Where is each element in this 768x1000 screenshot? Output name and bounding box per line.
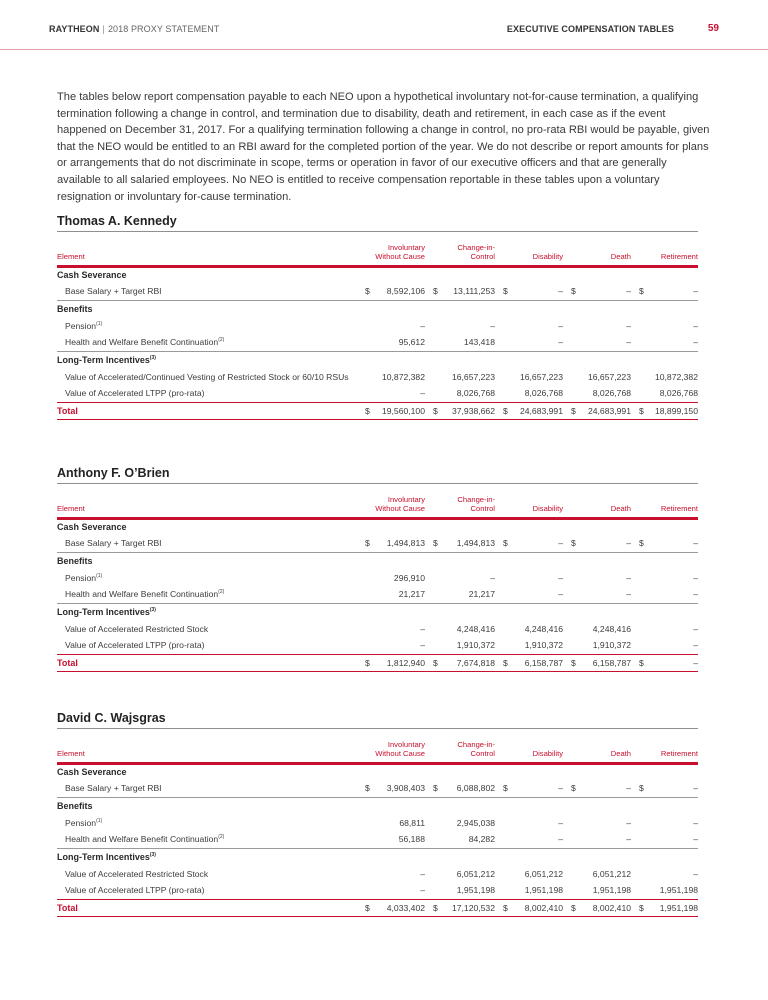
- currency-symbol: $: [503, 286, 508, 297]
- amount: 6,051,212: [456, 868, 495, 879]
- col-disability: Disability: [532, 504, 563, 513]
- value-cell: [425, 283, 495, 300]
- amount: 6,158,787: [592, 657, 631, 668]
- amount: 8,026,768: [456, 388, 495, 399]
- value-cell: [357, 586, 425, 603]
- amount: –: [626, 783, 631, 794]
- value-cell: [425, 865, 495, 882]
- col-involuntary: Involuntary Without Cause: [375, 494, 425, 513]
- currency-symbol: $: [365, 657, 370, 668]
- table-header-row: [57, 729, 698, 763]
- value-cell: [357, 654, 425, 671]
- value-cell: [631, 535, 698, 552]
- currency-symbol: $: [365, 286, 370, 297]
- value-cell: [563, 865, 631, 882]
- table-row-restricted-stock: Value of Accelerated/Continued Vesting of Restricted Stock or 60/10 RSUs 10,872,382 16,657,223 16,657,223 16,657,223 10,872,382: [57, 368, 698, 385]
- amount: 10,872,382: [654, 371, 698, 382]
- value-cell: [357, 283, 425, 300]
- value-cell: [631, 882, 698, 899]
- amount: –: [626, 538, 631, 549]
- value-cell: [425, 882, 495, 899]
- value-cell: [563, 882, 631, 899]
- col-change-in-control: Change-in- Control: [457, 242, 495, 261]
- value-cell: [357, 334, 425, 351]
- intro-paragraph: The tables below report compensation payable to each NEO upon a hypothetical involuntary not-for-cause termination, a qualifying termination following a change in control, and termination due to disability, death and retirement, in each case as if the event happened on December 31, 2017. For a qualifying termination following a change in control, no pro-rata RBI would be payable, given that the NEO would be entitled to an RBI award for the completed portion of the year. We do not describe or report amounts for plans or arrangements that do not discriminate in scope, terms or operation in favor of our executive officers and that are generally available to all salaried employees. No NEO is entitled to receive compensation reportable in these tables upon a voluntary resignation or involuntary for-cause termination.: [57, 91, 710, 203]
- value-cell: [357, 899, 425, 916]
- amount: 56,188: [398, 834, 425, 845]
- value-cell: [563, 317, 631, 334]
- currency-symbol: $: [365, 405, 370, 416]
- neo-name: Thomas A. Kennedy: [57, 214, 698, 232]
- amount: –: [558, 817, 563, 828]
- category-row-lti: Long-Term Incentives$^{(3)}$: [57, 354, 156, 365]
- value-cell: [425, 368, 495, 385]
- col-death: Death: [610, 504, 631, 513]
- value-cell: [631, 654, 698, 671]
- col-involuntary: Involuntary Without Cause: [375, 739, 425, 758]
- amount: –: [693, 589, 698, 600]
- neo-name: David C. Wajsgras: [57, 711, 698, 729]
- amount: –: [490, 572, 495, 583]
- value-cell: [425, 586, 495, 603]
- amount: 84,282: [468, 834, 495, 845]
- amount: 18,899,150: [654, 405, 698, 416]
- value-cell: [425, 899, 495, 916]
- currency-symbol: $: [639, 286, 644, 297]
- value-cell: [495, 586, 563, 603]
- value-cell: [631, 368, 698, 385]
- currency-symbol: $: [365, 538, 370, 549]
- page-number: 59: [707, 23, 719, 34]
- table-row-total: Total $ 4,033,402 $ 17,120,532 $ 8,002,410 $ 8,002,410 $ 1,951,198: [57, 899, 698, 916]
- amount: –: [558, 589, 563, 600]
- amount: –: [558, 572, 563, 583]
- amount: –: [558, 286, 563, 297]
- amount: 3,908,403: [386, 783, 425, 794]
- category-row-cash-severance: Cash Severance: [57, 270, 127, 281]
- value-cell: [495, 569, 563, 586]
- table-row-health-welfare: Health and Welfare Benefit Continuation$^{(2)}$ 56,188 84,282 – – –: [57, 831, 698, 848]
- value-cell: [631, 865, 698, 882]
- amount: –: [558, 320, 563, 331]
- amount: –: [558, 783, 563, 794]
- col-change-in-control: Change-in- Control: [457, 494, 495, 513]
- neo-section: [57, 711, 698, 917]
- table-row-health-welfare: Health and Welfare Benefit Continuation$^{(2)}$ 95,612 143,418 – – –: [57, 334, 698, 351]
- value-cell: [425, 831, 495, 848]
- value-cell: [495, 814, 563, 831]
- value-cell: [425, 814, 495, 831]
- amount: 1,951,198: [456, 885, 495, 896]
- amount: –: [693, 337, 698, 348]
- value-cell: [495, 317, 563, 334]
- amount: –: [693, 657, 698, 668]
- neo-section: [57, 466, 698, 672]
- table-row-total: Total $ 1,812,940 $ 7,674,818 $ 6,158,787 $ 6,158,787 $ –: [57, 654, 698, 671]
- value-cell: [495, 402, 563, 419]
- table-row-pension: Pension$^{(1)}$ 296,910 – – – –: [57, 569, 698, 586]
- value-cell: [563, 899, 631, 916]
- col-retirement: Retirement: [660, 252, 698, 261]
- amount: 8,592,106: [386, 286, 425, 297]
- value-cell: [357, 637, 425, 654]
- amount: –: [420, 320, 425, 331]
- amount: 1,951,198: [659, 885, 698, 896]
- category-row-benefits: Benefits: [57, 555, 93, 566]
- table-header-row: [57, 484, 698, 518]
- value-cell: [495, 637, 563, 654]
- amount: 1,910,372: [592, 640, 631, 651]
- amount: –: [626, 589, 631, 600]
- amount: 8,026,768: [659, 388, 698, 399]
- value-cell: [631, 586, 698, 603]
- table-row-base-salary: Base Salary + Target RBI $ 3,908,403 $ 6,088,802 $ – $ – $ –: [57, 780, 698, 797]
- value-cell: [495, 283, 563, 300]
- value-cell: [357, 814, 425, 831]
- amount: 1,910,372: [456, 640, 495, 651]
- currency-symbol: $: [503, 657, 508, 668]
- amount: 6,158,787: [524, 657, 563, 668]
- value-cell: [563, 620, 631, 637]
- currency-symbol: $: [433, 783, 438, 794]
- currency-symbol: $: [571, 902, 576, 913]
- amount: 6,051,212: [524, 868, 563, 879]
- amount: –: [693, 640, 698, 651]
- amount: 24,683,991: [587, 405, 631, 416]
- currency-symbol: $: [503, 902, 508, 913]
- page-header: [0, 0, 768, 50]
- amount: –: [420, 623, 425, 634]
- amount: –: [693, 834, 698, 845]
- value-cell: [357, 882, 425, 899]
- col-change-in-control: Change-in- Control: [457, 739, 495, 758]
- amount: 4,248,416: [456, 623, 495, 634]
- header-separator: |: [102, 24, 105, 34]
- value-cell: [357, 368, 425, 385]
- amount: –: [558, 337, 563, 348]
- col-retirement: Retirement: [660, 504, 698, 513]
- amount: 68,811: [399, 817, 425, 828]
- value-cell: [563, 780, 631, 797]
- currency-symbol: $: [433, 405, 438, 416]
- value-cell: [563, 586, 631, 603]
- value-cell: [495, 385, 563, 402]
- currency-symbol: $: [639, 902, 644, 913]
- header-left: [49, 24, 219, 34]
- value-cell: [357, 569, 425, 586]
- amount: 24,683,991: [519, 405, 563, 416]
- value-cell: [357, 831, 425, 848]
- amount: –: [420, 388, 425, 399]
- value-cell: [495, 368, 563, 385]
- amount: 6,088,802: [456, 783, 495, 794]
- value-cell: [495, 831, 563, 848]
- value-cell: [631, 620, 698, 637]
- amount: 8,002,410: [524, 902, 563, 913]
- col-disability: Disability: [532, 749, 563, 758]
- table-header-row: [57, 232, 698, 266]
- termination-table: [57, 729, 698, 917]
- amount: 8,026,768: [592, 388, 631, 399]
- amount: 37,938,662: [451, 405, 495, 416]
- document-title: 2018 PROXY STATEMENT: [107, 24, 220, 34]
- amount: 6,051,212: [592, 868, 631, 879]
- value-cell: [631, 569, 698, 586]
- currency-symbol: $: [639, 783, 644, 794]
- amount: –: [626, 834, 631, 845]
- amount: 19,560,100: [381, 405, 425, 416]
- amount: 1,494,813: [386, 538, 425, 549]
- amount: –: [420, 868, 425, 879]
- amount: –: [626, 337, 631, 348]
- currency-symbol: $: [433, 902, 438, 913]
- value-cell: [357, 780, 425, 797]
- category-row-benefits: Benefits: [57, 303, 93, 314]
- amount: –: [490, 320, 495, 331]
- value-cell: [425, 402, 495, 419]
- value-cell: [631, 780, 698, 797]
- col-element: Element: [57, 252, 85, 261]
- amount: 4,248,416: [592, 623, 631, 634]
- table-row-ltpp: Value of Accelerated LTPP (pro-rata) – 1,951,198 1,951,198 1,951,198 1,951,198: [57, 882, 698, 899]
- amount: –: [626, 320, 631, 331]
- termination-table: [57, 484, 698, 672]
- table-row-base-salary: Base Salary + Target RBI $ 8,592,106 $ 13,111,253 $ – $ – $ –: [57, 283, 698, 300]
- category-row-cash-severance: Cash Severance: [57, 767, 127, 778]
- value-cell: [631, 402, 698, 419]
- value-cell: [425, 569, 495, 586]
- amount: –: [558, 834, 563, 845]
- value-cell: [631, 334, 698, 351]
- value-cell: [631, 899, 698, 916]
- currency-symbol: $: [639, 538, 644, 549]
- col-element: Element: [57, 504, 85, 513]
- table-row-pension: Pension$^{(1)}$ – – – – –: [57, 317, 698, 334]
- section-title: EXECUTIVE COMPENSATION TABLES: [506, 24, 674, 34]
- amount: –: [420, 885, 425, 896]
- value-cell: [563, 569, 631, 586]
- amount: –: [693, 817, 698, 828]
- currency-symbol: $: [365, 902, 370, 913]
- amount: –: [626, 286, 631, 297]
- amount: –: [693, 783, 698, 794]
- amount: 8,026,768: [524, 388, 563, 399]
- value-cell: [631, 814, 698, 831]
- category-row-lti: Long-Term Incentives$^{(3)}$: [57, 606, 156, 617]
- amount: –: [693, 868, 698, 879]
- col-death: Death: [610, 749, 631, 758]
- col-retirement: Retirement: [660, 749, 698, 758]
- value-cell: [425, 620, 495, 637]
- currency-symbol: $: [433, 286, 438, 297]
- currency-symbol: $: [571, 657, 576, 668]
- table-row-pension: Pension$^{(1)}$ 68,811 2,945,038 – – –: [57, 814, 698, 831]
- amount: 1,951,198: [524, 885, 563, 896]
- col-disability: Disability: [532, 252, 563, 261]
- value-cell: [495, 899, 563, 916]
- amount: –: [693, 623, 698, 634]
- value-cell: [425, 780, 495, 797]
- amount: 8,002,410: [592, 902, 631, 913]
- category-row-cash-severance: Cash Severance: [57, 522, 127, 533]
- brand-name: RAYTHEON: [49, 24, 100, 34]
- table-row-base-salary: Base Salary + Target RBI $ 1,494,813 $ 1,494,813 $ – $ – $ –: [57, 535, 698, 552]
- value-cell: [495, 620, 563, 637]
- amount: 1,812,940: [386, 657, 425, 668]
- amount: 21,217: [398, 589, 425, 600]
- value-cell: [357, 402, 425, 419]
- value-cell: [495, 780, 563, 797]
- value-cell: [425, 637, 495, 654]
- value-cell: [563, 831, 631, 848]
- currency-symbol: $: [639, 405, 644, 416]
- amount: –: [693, 538, 698, 549]
- col-element: Element: [57, 749, 85, 758]
- col-involuntary: Involuntary Without Cause: [375, 242, 425, 261]
- currency-symbol: $: [503, 405, 508, 416]
- value-cell: [563, 814, 631, 831]
- currency-symbol: $: [365, 783, 370, 794]
- amount: 17,120,532: [451, 902, 495, 913]
- amount: 16,657,223: [587, 371, 631, 382]
- value-cell: [631, 317, 698, 334]
- amount: –: [693, 572, 698, 583]
- table-row-restricted-stock: Value of Accelerated Restricted Stock – 6,051,212 6,051,212 6,051,212 –: [57, 865, 698, 882]
- currency-symbol: $: [503, 538, 508, 549]
- currency-symbol: $: [571, 286, 576, 297]
- amount: 16,657,223: [451, 371, 495, 382]
- currency-symbol: $: [503, 783, 508, 794]
- value-cell: [631, 831, 698, 848]
- value-cell: [563, 402, 631, 419]
- table-row-restricted-stock: Value of Accelerated Restricted Stock – 4,248,416 4,248,416 4,248,416 –: [57, 620, 698, 637]
- amount: 1,910,372: [524, 640, 563, 651]
- value-cell: [357, 317, 425, 334]
- value-cell: [495, 535, 563, 552]
- value-cell: [563, 368, 631, 385]
- value-cell: [563, 654, 631, 671]
- value-cell: [631, 385, 698, 402]
- currency-symbol: $: [571, 538, 576, 549]
- amount: 1,951,198: [592, 885, 631, 896]
- amount: –: [693, 320, 698, 331]
- amount: –: [420, 640, 425, 651]
- amount: 16,657,223: [519, 371, 563, 382]
- termination-table: [57, 232, 698, 420]
- value-cell: [357, 865, 425, 882]
- value-cell: [631, 637, 698, 654]
- value-cell: [357, 385, 425, 402]
- value-cell: [563, 283, 631, 300]
- amount: –: [626, 572, 631, 583]
- currency-symbol: $: [571, 783, 576, 794]
- value-cell: [425, 385, 495, 402]
- amount: 4,033,402: [386, 902, 425, 913]
- amount: 10,872,382: [381, 371, 425, 382]
- amount: –: [693, 286, 698, 297]
- amount: 1,494,813: [456, 538, 495, 549]
- value-cell: [495, 334, 563, 351]
- category-row-benefits: Benefits: [57, 800, 93, 811]
- category-row-lti: Long-Term Incentives$^{(3)}$: [57, 851, 156, 862]
- amount: 7,674,818: [456, 657, 495, 668]
- value-cell: [495, 882, 563, 899]
- value-cell: [357, 620, 425, 637]
- amount: 296,910: [393, 572, 425, 583]
- value-cell: [563, 385, 631, 402]
- amount: –: [558, 538, 563, 549]
- value-cell: [425, 334, 495, 351]
- col-death: Death: [610, 252, 631, 261]
- value-cell: [631, 283, 698, 300]
- currency-symbol: $: [433, 538, 438, 549]
- value-cell: [425, 317, 495, 334]
- value-cell: [425, 654, 495, 671]
- table-row-total: Total $ 19,560,100 $ 37,938,662 $ 24,683,991 $ 24,683,991 $ 18,899,150: [57, 402, 698, 419]
- currency-symbol: $: [433, 657, 438, 668]
- value-cell: [563, 535, 631, 552]
- neo-name: Anthony F. O’Brien: [57, 466, 698, 484]
- amount: 4,248,416: [524, 623, 563, 634]
- amount: 95,612: [398, 337, 425, 348]
- value-cell: [425, 535, 495, 552]
- value-cell: [563, 334, 631, 351]
- neo-section: [57, 214, 698, 420]
- amount: –: [626, 817, 631, 828]
- table-row-ltpp: Value of Accelerated LTPP (pro-rata) – 1,910,372 1,910,372 1,910,372 –: [57, 637, 698, 654]
- amount: 13,111,253: [453, 286, 495, 297]
- currency-symbol: $: [639, 657, 644, 668]
- currency-symbol: $: [571, 405, 576, 416]
- amount: 1,951,198: [659, 902, 698, 913]
- value-cell: [357, 535, 425, 552]
- value-cell: [495, 865, 563, 882]
- table-row-health-welfare: Health and Welfare Benefit Continuation$^{(2)}$ 21,217 21,217 – – –: [57, 586, 698, 603]
- value-cell: [495, 654, 563, 671]
- amount: 21,217: [468, 589, 495, 600]
- amount: 143,418: [463, 337, 495, 348]
- table-row-ltpp: Value of Accelerated LTPP (pro-rata) – 8,026,768 8,026,768 8,026,768 8,026,768: [57, 385, 698, 402]
- value-cell: [563, 637, 631, 654]
- amount: 2,945,038: [456, 817, 495, 828]
